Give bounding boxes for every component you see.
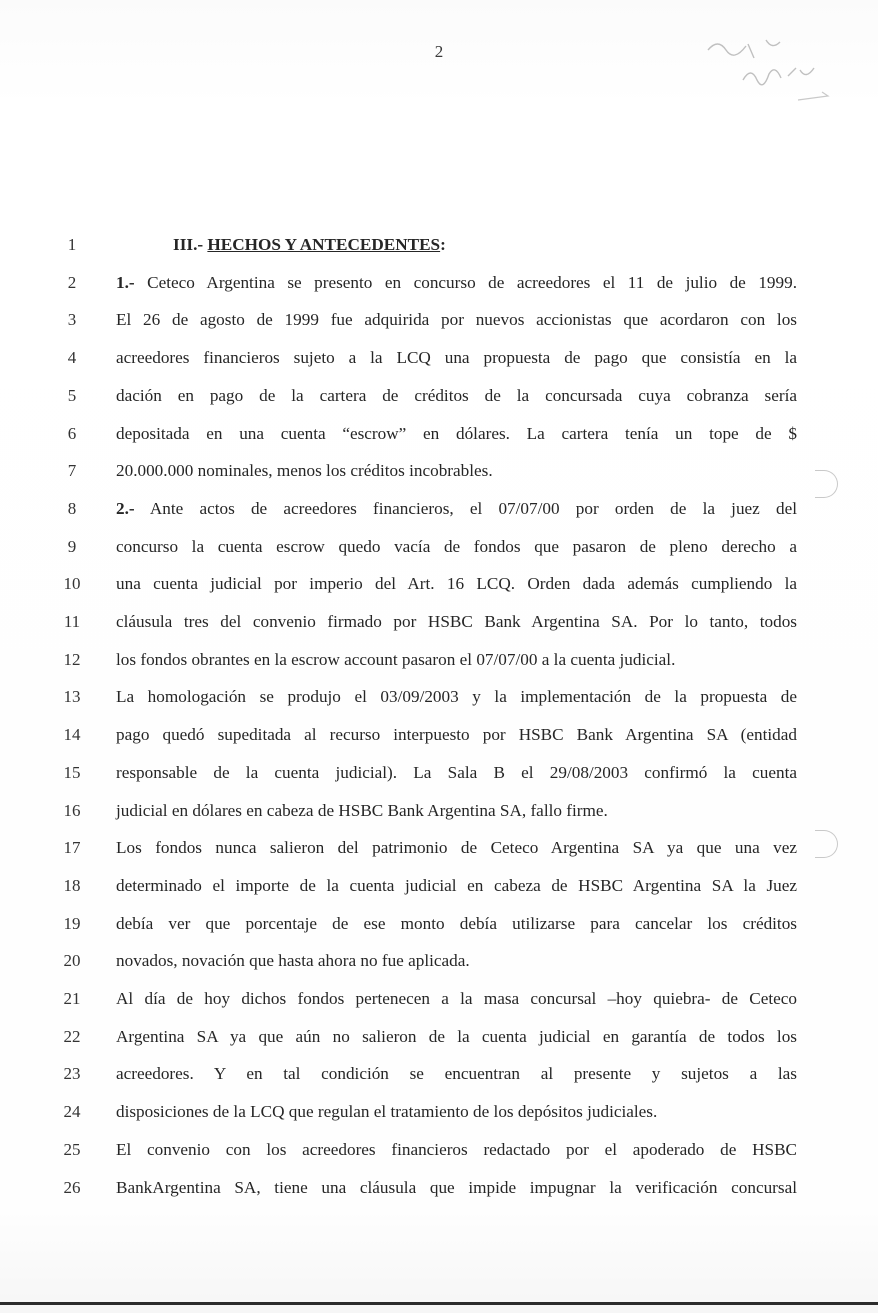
line-number: 19 [63,913,81,933]
line-content: una cuenta judicial por imperio del Art. 16 LCQ. Orden dada además cumpliendo la [116,574,797,594]
line-content: novados, novación que hasta ahora no fue aplicada. [116,951,470,971]
line-number: 4 [67,348,77,368]
text-line [0,496,878,522]
line-number: 1 [67,235,77,254]
text-line [0,760,878,786]
line-number: 23 [63,1064,81,1084]
line-number: 8 [67,498,77,518]
text-line [0,1175,878,1201]
line-content: depositada en una cuenta “escrow” en dólares. La cartera tenía un tope de $ [116,423,797,443]
line-number: 14 [63,725,81,745]
text-line [0,571,878,597]
text-line [0,270,878,296]
line-content: dación en pago de la cartera de créditos de la concursada cuya cobranza sería [116,385,797,405]
page-bottom-edge [0,1302,878,1305]
line-number: 3 [67,310,77,330]
text-line [0,986,878,1012]
paragraph-number: 2.- [116,498,135,518]
line-content: La homologación se produjo el 03/09/2003 y la implementación de la propuesta de [116,687,797,707]
line-number: 16 [63,800,81,820]
line-number: 25 [63,1139,81,1159]
text-line [0,345,878,371]
line-content: Ante actos de acreedores financieros, el 07/07/00 por orden de la juez del [134,498,797,518]
line-content: Los fondos nunca salieron del patrimonio de Ceteco Argentina SA ya que una vez [116,838,797,858]
line-content: BankArgentina SA, tiene una cláusula que impide impugnar la verificación concursal [116,1177,797,1197]
line-text [116,609,797,635]
line-number: 24 [63,1102,81,1122]
line-content: 20.000.000 nominales, menos los créditos incobrables. [116,461,493,481]
line-text [116,345,797,371]
line-number: 2 [67,272,77,292]
text-line [0,684,878,710]
handwritten-annotation [688,30,838,110]
text-line [0,722,878,748]
line-text [116,873,797,899]
line-content: El convenio con los acreedores financieros redactado por el apoderado de HSBC [116,1139,797,1159]
text-line [0,458,878,484]
line-content: responsable de la cuenta judicial). La Sala B el 29/08/2003 confirmó la cuenta [116,762,797,782]
paragraph-number: 1.- [116,272,135,292]
line-content: judicial en dólares en cabeza de HSBC Bank Argentina SA, fallo firme. [116,800,608,820]
line-text [116,421,797,447]
text-line [0,232,878,258]
line-text [116,1099,797,1125]
text-line [0,911,878,937]
line-text [116,684,797,710]
text-line [0,873,878,899]
line-text [116,760,797,786]
line-content: disposiciones de la LCQ que regulan el tratamiento de los depósitos judiciales. [116,1102,658,1122]
text-line [0,421,878,447]
line-number: 13 [63,687,81,707]
line-number: 15 [63,762,81,782]
line-text [116,458,797,484]
line-number: 10 [63,574,81,594]
line-text [116,835,797,861]
line-text [116,307,797,333]
text-line [0,383,878,409]
page-number: 2 [434,42,444,61]
line-number: 26 [63,1177,81,1197]
line-text [116,270,797,296]
line-text [116,571,797,597]
line-number: 17 [63,838,81,858]
line-number: 7 [67,461,77,481]
line-number: 21 [63,989,81,1008]
line-text [116,722,797,748]
line-text [116,948,797,974]
line-number: 18 [63,875,81,895]
line-text [116,1137,797,1163]
text-line [0,1137,878,1163]
text-line [0,609,878,635]
line-content: Al día de hoy dichos fondos pertenecen a la masa concursal –hoy quiebra- de Ceteco [116,989,797,1008]
text-line [0,835,878,861]
text-line [0,1099,878,1125]
line-text [116,383,797,409]
line-content: debía ver que porcentaje de ese monto debía utilizarse para cancelar los créditos [116,913,797,933]
line-number: 6 [67,423,77,443]
line-number: 12 [63,649,81,669]
line-text [116,1175,797,1201]
line-text [116,1024,797,1050]
line-content: los fondos obrantes en la escrow account pasaron el 07/07/00 a la cuenta judicial. [116,649,676,669]
line-text [116,534,797,560]
text-line [0,534,878,560]
line-content: cláusula tres del convenio firmado por HSBC Bank Argentina SA. Por lo tanto, todos [116,612,797,631]
line-number: 11 [63,612,81,631]
line-number: 5 [67,385,77,405]
line-number: 22 [63,1026,81,1046]
line-text [116,986,797,1012]
line-text [116,911,797,937]
line-content: acreedores. Y en tal condición se encuentran al presente y sujetos a las [116,1064,797,1084]
text-line [0,1024,878,1050]
text-line [0,798,878,824]
line-text [116,1061,797,1087]
line-content: determinado el importe de la cuenta judicial en cabeza de HSBC Argentina SA la Juez [116,875,797,895]
section-heading-text: III.- HECHOS Y ANTECEDENTES: [173,235,446,254]
line-content: pago quedó supeditada al recurso interpuesto por HSBC Bank Argentina SA (entidad [116,725,797,745]
line-content: Argentina SA ya que aún no salieron de la cuenta judicial en garantía de todos los [116,1026,797,1046]
line-text [116,647,797,673]
text-line [0,647,878,673]
section-heading [173,232,473,258]
line-number: 20 [63,951,81,971]
line-content: Ceteco Argentina se presento en concurso de acreedores el 11 de julio de 1999. [134,272,797,292]
line-text [116,798,797,824]
line-text [116,496,797,522]
line-content: concurso la cuenta escrow quedo vacía de fondos que pasaron de pleno derecho a [116,536,797,556]
text-line [0,948,878,974]
text-line [0,307,878,333]
line-content: El 26 de agosto de 1999 fue adquirida por nuevos accionistas que acordaron con los [116,310,797,330]
text-line [0,1061,878,1087]
line-content: acreedores financieros sujeto a la LCQ una propuesta de pago que consistía en la [116,348,797,368]
line-number: 9 [67,536,77,556]
